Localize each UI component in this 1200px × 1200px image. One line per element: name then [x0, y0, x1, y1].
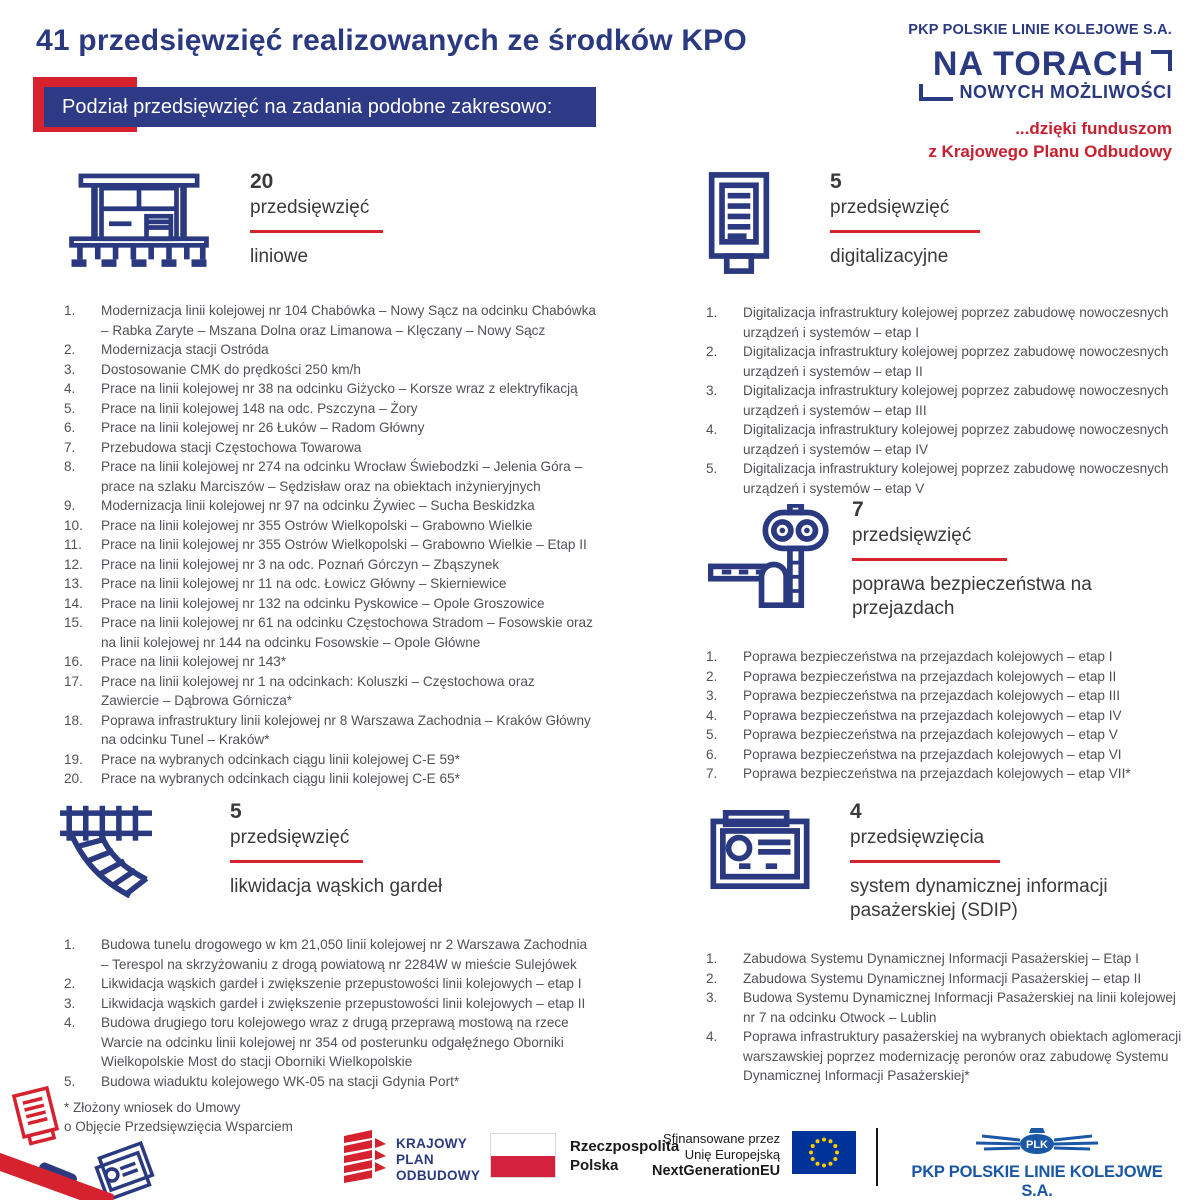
section-count: 20	[250, 170, 274, 193]
red-document-icon	[5, 1083, 70, 1155]
list-item: 17. Prace na linii kolejowej nr 1 na odcinkach: Koluszki – Częstochowa oraz Zawiercie – Dąbrowa Górnicza*	[64, 673, 535, 708]
corner-bracket-icon	[919, 84, 953, 101]
section-count-label: przedsięwzięć	[852, 525, 972, 546]
list-item: 4. Poprawa bezpieczeństwa na przejazdach kolejowych – etap IV	[706, 707, 1122, 723]
section-count: 7	[852, 498, 864, 521]
list-item: 20. Prace na wybranych odcinkach ciągu linii kolejowej C-E 65*	[64, 771, 460, 786]
list-item: 2. Modernizacja stacji Ostróda	[64, 342, 269, 357]
list-item: 12. Prace na linii kolejowej nr 3 na odc. Poznań Górczyn – Zbąszynek	[64, 556, 500, 572]
eu-flag-icon	[792, 1131, 856, 1179]
list-item: 4. Prace na linii kolejowej nr 38 na odcinku Giżycko – Korsze wraz z elektryfikacją	[64, 381, 578, 396]
list-item: 7. Przebudowa stacji Częstochowa Towarowa	[64, 439, 362, 455]
section-count: 5	[830, 170, 842, 193]
list-item: 11. Prace na linii kolejowej nr 355 Ostrów Wielkopolski – Grabowno Wielkie – Etap II	[64, 537, 587, 552]
kpo-logo: KRAJOWY PLAN ODBUDOWY	[344, 1130, 480, 1189]
slogan-bottom: NOWYCH MOŻLIWOŚCI	[959, 82, 1172, 102]
list-item: 2. Poprawa bezpieczeństwa na przejazdach kolejowych – etap II	[706, 668, 1117, 684]
svg-text:PLK: PLK	[1026, 1139, 1048, 1151]
passenger-info-board-icon	[710, 810, 810, 895]
waskie-gardla-list	[36, 935, 598, 1091]
list-item: 7. Poprawa bezpieczeństwa na przejazdach kolejowych – etap VII*	[706, 766, 1131, 781]
list-item: 3. Poprawa bezpieczeństwa na przejazdach kolejowych – etap III	[706, 688, 1121, 703]
company-name: PKP POLSKIE LINIE KOLEJOWE S.A.	[908, 22, 1172, 38]
digital-device-icon	[706, 170, 772, 281]
red-underline	[250, 230, 383, 233]
section-waskie-gardla	[36, 800, 598, 1091]
section-category: liniowe	[250, 246, 309, 267]
list-item: 19. Prace na wybranych odcinkach ciągu linii kolejowej C-E 59*	[64, 751, 460, 767]
footer-divider	[876, 1128, 878, 1186]
slogan-top: NA TORACH	[932, 45, 1144, 83]
list-item: 1. Modernizacja linii kolejowej nr 104 Chabówka – Nowy Sącz na odcinku Chabówka – Rabka Zaryte – Mszana Dolna oraz Limanowa – Klęczany – Nowy Sącz	[64, 303, 596, 338]
list-item: 5. Poprawa bezpieczeństwa na przejazdach kolejowych – etap V	[706, 727, 1118, 742]
list-item: 8. Prace na linii kolejowej nr 274 na odcinku Wrocław Świebodzki – Jelenia Góra – prace na szlaku Marciszów – Sędzisław oraz na obiektach inżynieryjnych	[64, 459, 583, 494]
section-count: 5	[230, 800, 242, 823]
page-title: 41 przedsięwzięć realizowanych ze środków KPO	[36, 24, 747, 57]
kpo-icon	[344, 1130, 386, 1189]
section-digitalizacyjne	[690, 170, 1190, 498]
level-crossing-icon	[708, 504, 834, 613]
section-count-label: przedsięwzięć	[250, 197, 370, 218]
list-item: 9. Modernizacja linii kolejowej nr 97 na odcinku Żywiec – Sucha Beskidzka	[64, 498, 535, 513]
corner-bracket-icon	[1151, 50, 1172, 71]
section-sdip	[690, 800, 1190, 1086]
liniowe-list	[36, 301, 598, 789]
list-item: 1. Poprawa bezpieczeństwa na przejazdach kolejowych – etap I	[706, 649, 1113, 664]
pkp-name: PKP POLSKIE LINIE KOLEJOWE S.A.	[911, 1163, 1163, 1200]
sdip-list	[690, 949, 1190, 1086]
poland-flag-icon	[490, 1133, 556, 1178]
list-item: 15. Prace na linii kolejowej nr 61 na odcinku Częstochowa Stradom – Fosowskie oraz na linii kolejowej nr 144 na odcinku Fosowskie – Opole Główne	[64, 615, 593, 650]
list-item: 6. Prace na linii kolejowej nr 26 Łuków – Radom Główny	[64, 420, 425, 435]
list-item: 2. Likwidacja wąskich gardeł i zwiększenie przepustowości linii kolejowych – etap I	[64, 976, 582, 991]
section-count: 4	[850, 800, 862, 823]
list-item: 5. Prace na linii kolejowej 148 na odc. Pszczyna – Żory	[64, 400, 418, 416]
funding-note: ...dzięki funduszom z Krajowego Planu Odbudowy	[928, 119, 1172, 161]
list-item: 13. Prace na linii kolejowej nr 11 na odc. Łowicz Główny – Skierniewice	[64, 576, 507, 591]
section-count-label: przedsięwzięcia	[850, 827, 985, 848]
list-item: 4. Budowa drugiego toru kolejowego wraz z drugą przeprawą mostową na rzece Warcie na odcinku linii kolejowej nr 354 od posterunku odgałęźnego Oborniki Wielkopolskie Most do stacji Oborniki Wielkopolskie	[64, 1015, 569, 1069]
red-underline	[852, 558, 1007, 561]
red-underline	[850, 860, 1000, 863]
list-item: 16. Prace na linii kolejowej nr 143*	[64, 654, 287, 669]
brand-block	[872, 22, 1172, 163]
list-item: 3. Dostosowanie CMK do prędkości 250 km/h	[64, 361, 361, 377]
przejazdy-list	[690, 647, 1190, 784]
list-item: 6. Poprawa bezpieczeństwa na przejazdach kolejowych – etap VI	[706, 746, 1122, 762]
station-icon	[64, 170, 214, 275]
section-category: system dynamicznej informacji pasażerskiej (SDIP)	[850, 876, 1108, 921]
list-item: 10. Prace na linii kolejowej nr 355 Ostrów Wielkopolski – Grabowno Wielkie	[64, 517, 533, 533]
track-junction-icon	[60, 800, 152, 903]
list-item: 1. Zabudowa Systemu Dynamicznej Informacji Pasażerskiej – Etap I	[706, 951, 1139, 966]
red-underline	[230, 860, 363, 863]
list-item: 5. Digitalizacja infrastruktury kolejowej poprzez zabudowę nowoczesnych urządzeń i systemów – etap V	[706, 461, 1169, 496]
list-item: 4. Poprawa infrastruktury pasażerskiej na wybranych obiektach aglomeracji warszawskiej poprzez modernizację peronów oraz zabudowę Systemu Dynamicznej Informacji Pasażerskiej*	[706, 1029, 1182, 1083]
plk-emblem-icon	[898, 1124, 1176, 1161]
section-category: poprawa bezpieczeństwa na przejazdach	[852, 574, 1092, 619]
list-item: 5. Budowa wiaduktu kolejowego WK-05 na stacji Gdynia Port*	[64, 1073, 460, 1089]
list-item: 2. Zabudowa Systemu Dynamicznej Informacji Pasażerskiej – etap II	[706, 970, 1142, 986]
subtitle-banner: Podział przedsięwzięć na zadania podobne zakresowo:	[44, 87, 596, 127]
list-item: 3. Digitalizacja infrastruktury kolejowej poprzez zabudowę nowoczesnych urządzeń i systemów – etap III	[706, 383, 1169, 418]
list-item: 14. Prace na linii kolejowej nr 132 na odcinku Pyskowice – Opole Groszowice	[64, 595, 545, 611]
list-item: 3. Likwidacja wąskich gardeł i zwiększenie przepustowości linii kolejowych – etap II	[64, 995, 586, 1011]
section-count-label: przedsięwzięć	[230, 827, 350, 848]
list-item: 18. Poprawa infrastruktury linii kolejowej nr 8 Warszawa Zachodnia – Kraków Główny na odcinku Tunel – Kraków*	[64, 712, 591, 747]
poland-logo: Rzeczpospolita Polska	[490, 1133, 679, 1178]
list-item: 2. Digitalizacja infrastruktury kolejowej poprzez zabudowę nowoczesnych urządzeń i systemów – etap II	[706, 344, 1169, 379]
digitalizacyjne-list	[690, 303, 1190, 498]
footnote: * Złożony wniosek do Umowy o Objęcie Przedsięwzięcia Wsparciem	[64, 1100, 293, 1134]
section-count-label: przedsięwzięć	[830, 197, 950, 218]
red-underline	[830, 230, 980, 233]
section-przejazdy	[690, 498, 1190, 784]
eu-funding-logo: Sfinansowane przez Unię Europejską NextGenerationEU	[652, 1131, 856, 1179]
list-item: 3. Budowa Systemu Dynamicznej Informacji Pasażerskiej na linii kolejowej nr 7 na odcinku Otwock – Lublin	[706, 990, 1176, 1025]
section-category: likwidacja wąskich gardeł	[230, 876, 443, 897]
pkp-logo	[898, 1124, 1176, 1200]
section-liniowe	[36, 170, 598, 789]
list-item: 4. Digitalizacja infrastruktury kolejowej poprzez zabudowę nowoczesnych urządzeń i systemów – etap IV	[706, 422, 1169, 457]
section-category: digitalizacyjne	[830, 246, 949, 267]
list-item: 1. Budowa tunelu drogowego w km 21,050 linii kolejowej nr 2 Warszawa Zachodnia – Terespol na skrzyżowaniu z drogą powiatową nr 2284W w mieście Sulejówek	[64, 937, 588, 972]
list-item: 1. Digitalizacja infrastruktury kolejowej poprzez zabudowę nowoczesnych urządzeń i systemów – etap I	[706, 305, 1169, 340]
